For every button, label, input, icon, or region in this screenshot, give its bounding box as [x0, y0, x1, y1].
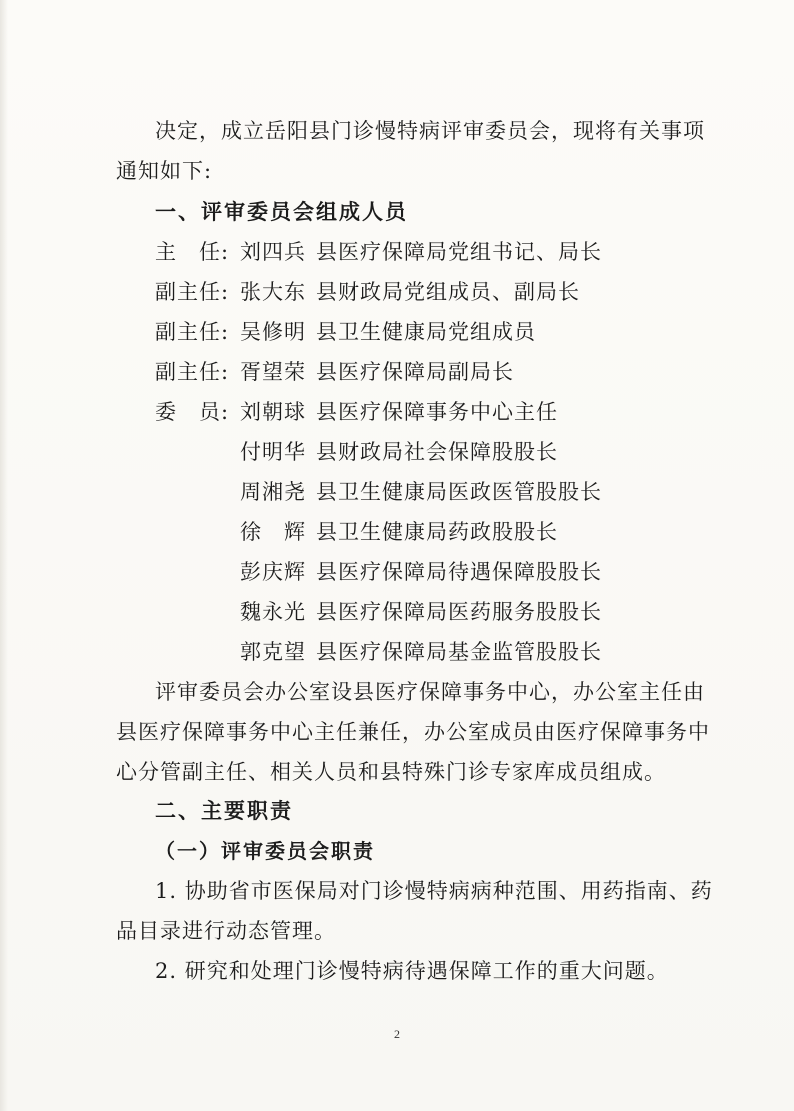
member-role: 委 员: [155, 400, 230, 424]
member-title: 县医疗保障局医药服务股股长 [316, 600, 602, 624]
member-title: 县医疗保障局基金监管股股长 [316, 640, 602, 664]
member-name: 张大东 [240, 280, 306, 304]
member-name: 徐 辉 [240, 520, 306, 544]
member-title: 县医疗保障局待遇保障股股长 [316, 560, 602, 584]
intro-line-2: 通知如下: [116, 159, 213, 183]
page-number: 2 [394, 1027, 400, 1041]
member-title: 县卫生健康局党组成员 [316, 320, 536, 344]
member-title: 县医疗保障局党组书记、局长 [316, 240, 602, 264]
duty-line-1: 1. 协助省市医保局对门诊慢特病病种范围、用药指南、药 [155, 879, 713, 903]
member-role: 主 任: [155, 240, 230, 264]
member-name: 郭克望 [240, 640, 306, 664]
section-one-title: 一、评审委员会组成人员 [155, 200, 408, 224]
office-paragraph-line-1: 评审委员会办公室设县医疗保障事务中心，办公室主任由 [155, 680, 705, 704]
intro-line-1: 决定，成立岳阳县门诊慢特病评审委员会，现将有关事项 [155, 119, 705, 143]
subsection-title: （一）评审委员会职责 [155, 839, 375, 863]
member-name: 彭庆辉 [240, 560, 306, 584]
member-name: 吴修明 [240, 320, 306, 344]
member-title: 县财政局社会保障股股长 [316, 440, 558, 464]
duty-line-2: 品目录进行动态管理。 [116, 919, 336, 943]
office-paragraph-line-2: 县医疗保障事务中心主任兼任，办公室成员由医疗保障事务中 [116, 720, 710, 744]
member-role: 副主任: [155, 280, 230, 304]
member-role: 副主任: [155, 320, 230, 344]
member-title: 县医疗保障局副局长 [316, 360, 514, 384]
member-name: 付明华 [240, 440, 306, 464]
member-name: 胥望荣 [240, 360, 306, 384]
member-title: 县财政局党组成员、副局长 [316, 280, 580, 304]
member-name: 周湘尧 [240, 480, 306, 504]
member-name: 刘四兵 [240, 240, 306, 264]
member-role: 副主任: [155, 360, 230, 384]
office-paragraph-line-3: 心分管副主任、相关人员和县特殊门诊专家库成员组成。 [116, 760, 666, 784]
duty-line-3: 2. 研究和处理门诊慢特病待遇保障工作的重大问题。 [155, 959, 669, 983]
member-title: 县医疗保障事务中心主任 [316, 400, 558, 424]
member-title: 县卫生健康局药政股股长 [316, 520, 558, 544]
member-name: 刘朝球 [240, 400, 306, 424]
section-two-title: 二、主要职责 [155, 799, 293, 823]
member-title: 县卫生健康局医政医管股股长 [316, 480, 602, 504]
member-name: 魏永光 [240, 600, 306, 624]
